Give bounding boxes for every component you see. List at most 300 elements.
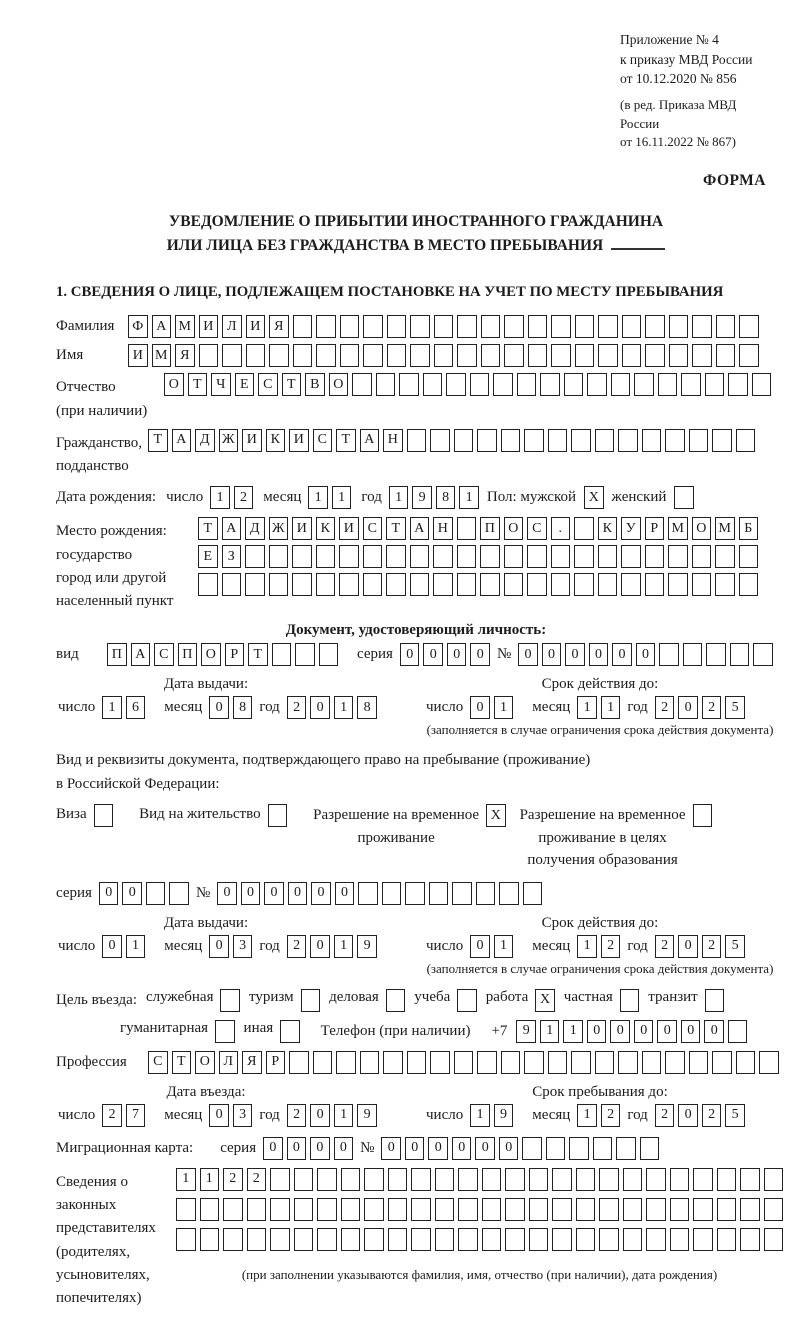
char-box[interactable]: 0 [217, 882, 237, 905]
char-box[interactable]: 1 [577, 1104, 597, 1127]
purpose-business-checkbox[interactable] [386, 989, 406, 1012]
char-box-empty[interactable] [593, 1137, 613, 1160]
char-box-empty[interactable] [269, 573, 289, 596]
char-box[interactable]: К [266, 429, 286, 452]
char-box-empty[interactable] [411, 1198, 431, 1221]
char-box[interactable]: 3 [233, 935, 253, 958]
char-box-empty[interactable] [223, 1228, 243, 1251]
char-box-empty[interactable] [457, 315, 477, 338]
char-box-empty[interactable] [681, 373, 701, 396]
char-box-empty[interactable] [692, 573, 712, 596]
char-box-empty[interactable] [764, 1228, 784, 1251]
char-box[interactable]: М [152, 344, 172, 367]
char-box-empty[interactable] [481, 315, 501, 338]
surname-input[interactable] [128, 315, 759, 338]
char-box-empty[interactable] [752, 373, 772, 396]
char-box[interactable]: А [131, 643, 151, 666]
char-box-empty[interactable] [595, 429, 615, 452]
entry-day-input[interactable] [102, 1104, 145, 1127]
char-box-empty[interactable] [548, 1051, 568, 1074]
char-box-empty[interactable] [659, 643, 679, 666]
char-box-empty[interactable] [482, 1228, 502, 1251]
char-box-empty[interactable] [481, 344, 501, 367]
char-box[interactable]: 0 [657, 1020, 677, 1043]
char-box-empty[interactable] [220, 989, 240, 1012]
char-box[interactable]: П [107, 643, 127, 666]
char-box-empty[interactable] [574, 545, 594, 568]
char-box-empty[interactable] [457, 545, 477, 568]
char-box[interactable]: 1 [563, 1020, 583, 1043]
char-box-empty[interactable] [618, 1051, 638, 1074]
char-box[interactable]: 1 [540, 1020, 560, 1043]
char-box[interactable]: 7 [126, 1104, 146, 1127]
char-box[interactable]: 0 [587, 1020, 607, 1043]
char-box[interactable]: А [152, 315, 172, 338]
char-box[interactable]: З [222, 545, 242, 568]
residence-series-input[interactable] [99, 882, 189, 905]
char-box-empty[interactable] [623, 1198, 643, 1221]
char-box-empty[interactable] [715, 573, 735, 596]
char-box-empty[interactable] [623, 1228, 643, 1251]
char-box-empty[interactable] [517, 373, 537, 396]
char-box[interactable]: 2 [287, 1104, 307, 1127]
char-box[interactable]: 9 [357, 935, 377, 958]
char-box-empty[interactable] [454, 1051, 474, 1074]
char-box-empty[interactable] [222, 573, 242, 596]
char-box-empty[interactable] [622, 344, 642, 367]
char-box[interactable]: О [201, 643, 221, 666]
char-box-empty[interactable] [382, 882, 402, 905]
char-box-empty[interactable] [668, 545, 688, 568]
stay-day-input[interactable] [470, 1104, 513, 1127]
char-box-empty[interactable] [454, 429, 474, 452]
char-box[interactable]: 0 [310, 935, 330, 958]
char-box-empty[interactable] [269, 344, 289, 367]
char-box-empty[interactable] [434, 344, 454, 367]
char-box[interactable]: Л [222, 315, 242, 338]
char-box[interactable]: 0 [310, 1137, 330, 1160]
char-box[interactable]: О [692, 517, 712, 540]
char-box-empty[interactable] [169, 882, 189, 905]
char-box[interactable]: 1 [210, 486, 230, 509]
char-box-empty[interactable] [523, 882, 543, 905]
char-box[interactable]: 6 [126, 696, 146, 719]
char-box[interactable]: 2 [287, 935, 307, 958]
char-box-empty[interactable] [645, 344, 665, 367]
char-box-empty[interactable] [341, 1228, 361, 1251]
char-box[interactable]: 0 [311, 882, 331, 905]
char-box[interactable]: Д [195, 429, 215, 452]
char-box-empty[interactable] [504, 573, 524, 596]
char-box-empty[interactable] [571, 429, 591, 452]
char-box[interactable]: П [480, 517, 500, 540]
identity-issue-year-input[interactable] [287, 696, 377, 719]
doc-kind-input[interactable] [107, 643, 338, 666]
sex-female-checkbox[interactable] [674, 486, 694, 509]
stay-year-input[interactable] [655, 1104, 745, 1127]
char-box-empty[interactable] [670, 1198, 690, 1221]
purpose-study-checkbox[interactable] [457, 989, 477, 1012]
char-box-empty[interactable] [247, 1228, 267, 1251]
char-box-empty[interactable] [387, 315, 407, 338]
char-box-empty[interactable] [363, 573, 383, 596]
char-box-empty[interactable] [736, 429, 756, 452]
char-box[interactable]: Р [645, 517, 665, 540]
char-box-empty[interactable] [574, 517, 594, 540]
identity-valid-day-input[interactable] [470, 696, 513, 719]
birth-place-row1-input[interactable] [198, 517, 758, 540]
char-box-empty[interactable] [446, 373, 466, 396]
char-box-empty[interactable] [269, 545, 289, 568]
residence-number-input[interactable] [217, 882, 542, 905]
char-box-empty[interactable] [423, 373, 443, 396]
char-box-empty[interactable] [599, 1228, 619, 1251]
char-box-empty[interactable] [618, 429, 638, 452]
char-box-empty[interactable] [501, 1051, 521, 1074]
char-box[interactable]: 0 [310, 1104, 330, 1127]
char-box-empty[interactable] [293, 344, 313, 367]
char-box-empty[interactable] [717, 1228, 737, 1251]
char-box[interactable]: Ч [211, 373, 231, 396]
char-box[interactable]: М [668, 517, 688, 540]
char-box-empty[interactable] [728, 373, 748, 396]
char-box[interactable]: Т [172, 1051, 192, 1074]
char-box-empty[interactable] [571, 1051, 591, 1074]
char-box-empty[interactable] [693, 804, 713, 827]
char-box-empty[interactable] [352, 373, 372, 396]
char-box-empty[interactable] [272, 643, 292, 666]
char-box-empty[interactable] [457, 989, 477, 1012]
char-box-empty[interactable] [504, 545, 524, 568]
char-box[interactable]: 0 [475, 1137, 495, 1160]
char-box-empty[interactable] [245, 545, 265, 568]
identity-valid-month-input[interactable] [577, 696, 620, 719]
char-box-empty[interactable] [458, 1198, 478, 1221]
char-box-empty[interactable] [504, 315, 524, 338]
char-box-empty[interactable] [470, 373, 490, 396]
char-box-empty[interactable] [524, 1051, 544, 1074]
char-box-empty[interactable] [222, 344, 242, 367]
char-box-empty[interactable] [634, 373, 654, 396]
char-box-empty[interactable] [388, 1228, 408, 1251]
char-box[interactable]: 1 [459, 486, 479, 509]
char-box[interactable]: 2 [655, 696, 675, 719]
char-box-empty[interactable] [552, 1228, 572, 1251]
char-box-empty[interactable] [674, 486, 694, 509]
char-box[interactable]: Н [383, 429, 403, 452]
char-box-empty[interactable] [316, 315, 336, 338]
char-box-empty[interactable] [693, 1228, 713, 1251]
char-box[interactable]: К [598, 517, 618, 540]
char-box-empty[interactable] [646, 1228, 666, 1251]
char-box-empty[interactable] [430, 1051, 450, 1074]
citizenship-input[interactable] [148, 429, 755, 452]
char-box-empty[interactable] [598, 545, 618, 568]
char-box[interactable]: О [195, 1051, 215, 1074]
char-box[interactable]: Ж [269, 517, 289, 540]
char-box-empty[interactable] [317, 1228, 337, 1251]
char-box-empty[interactable] [294, 1168, 314, 1191]
char-box-empty[interactable] [683, 643, 703, 666]
char-box-empty[interactable] [740, 1168, 760, 1191]
char-box-empty[interactable] [576, 1198, 596, 1221]
char-box[interactable]: 8 [233, 696, 253, 719]
char-box-empty[interactable] [528, 315, 548, 338]
char-box-empty[interactable] [527, 545, 547, 568]
char-box-empty[interactable] [340, 315, 360, 338]
char-box-empty[interactable] [399, 373, 419, 396]
char-box-empty[interactable] [482, 1198, 502, 1221]
char-box-empty[interactable] [388, 1198, 408, 1221]
char-box[interactable]: И [242, 429, 262, 452]
char-box-empty[interactable] [363, 315, 383, 338]
char-box-empty[interactable] [319, 643, 339, 666]
char-box-empty[interactable] [388, 1168, 408, 1191]
char-box[interactable]: С [258, 373, 278, 396]
char-box-empty[interactable] [505, 1198, 525, 1221]
residence-valid-day-input[interactable] [470, 935, 513, 958]
char-box[interactable]: 0 [542, 643, 562, 666]
char-box[interactable]: 1 [389, 486, 409, 509]
char-box-empty[interactable] [246, 344, 266, 367]
char-box-empty[interactable] [360, 1051, 380, 1074]
char-box[interactable]: 5 [725, 696, 745, 719]
char-box[interactable]: Ф [128, 315, 148, 338]
char-box-empty[interactable] [364, 1168, 384, 1191]
phone-input[interactable] [516, 1020, 747, 1043]
char-box-empty[interactable] [622, 315, 642, 338]
char-box-empty[interactable] [270, 1198, 290, 1221]
char-box[interactable]: И [199, 315, 219, 338]
purpose-tourism-checkbox[interactable] [301, 989, 321, 1012]
profession-input[interactable] [148, 1051, 779, 1074]
sex-male-checkbox[interactable] [584, 486, 604, 509]
char-box-empty[interactable] [552, 1168, 572, 1191]
char-box[interactable]: 0 [470, 643, 490, 666]
char-box-empty[interactable] [692, 545, 712, 568]
char-box[interactable]: X [584, 486, 604, 509]
char-box-empty[interactable] [293, 315, 313, 338]
char-box-empty[interactable] [200, 1198, 220, 1221]
char-box[interactable]: 1 [494, 935, 514, 958]
char-box[interactable]: 0 [470, 935, 490, 958]
char-box-empty[interactable] [452, 882, 472, 905]
char-box-empty[interactable] [386, 989, 406, 1012]
char-box-empty[interactable] [706, 643, 726, 666]
char-box-empty[interactable] [505, 1168, 525, 1191]
identity-issue-day-input[interactable] [102, 696, 145, 719]
char-box-empty[interactable] [476, 882, 496, 905]
char-box[interactable]: 1 [577, 696, 597, 719]
char-box-empty[interactable] [433, 545, 453, 568]
char-box[interactable]: 0 [310, 696, 330, 719]
residence-permit-checkbox[interactable] [268, 804, 288, 827]
char-box-empty[interactable] [336, 1051, 356, 1074]
char-box-empty[interactable] [740, 1228, 760, 1251]
char-box-empty[interactable] [551, 573, 571, 596]
char-box-empty[interactable] [477, 1051, 497, 1074]
visa-checkbox[interactable] [94, 804, 114, 827]
char-box[interactable]: 2 [655, 1104, 675, 1127]
char-box[interactable]: 1 [577, 935, 597, 958]
char-box-empty[interactable] [669, 315, 689, 338]
char-box-empty[interactable] [410, 344, 430, 367]
char-box-empty[interactable] [692, 344, 712, 367]
char-box-empty[interactable] [551, 545, 571, 568]
purpose-official-checkbox[interactable] [220, 989, 240, 1012]
char-box-empty[interactable] [764, 1168, 784, 1191]
char-box-empty[interactable] [646, 1168, 666, 1191]
char-box[interactable]: 0 [334, 1137, 354, 1160]
char-box-empty[interactable] [753, 643, 773, 666]
char-box-empty[interactable] [270, 1168, 290, 1191]
char-box-empty[interactable] [739, 315, 759, 338]
char-box[interactable]: Я [269, 315, 289, 338]
char-box-empty[interactable] [528, 344, 548, 367]
char-box[interactable]: П [178, 643, 198, 666]
char-box-empty[interactable] [665, 429, 685, 452]
char-box[interactable]: 2 [655, 935, 675, 958]
purpose-work-checkbox[interactable] [535, 989, 555, 1012]
birth-place-row3-input[interactable] [198, 573, 758, 596]
char-box-empty[interactable] [247, 1198, 267, 1221]
char-box[interactable]: 0 [264, 882, 284, 905]
char-box[interactable]: Ж [219, 429, 239, 452]
char-box-empty[interactable] [640, 1137, 660, 1160]
char-box-empty[interactable] [376, 373, 396, 396]
purpose-humanitarian-checkbox[interactable] [215, 1020, 235, 1043]
char-box[interactable]: 0 [678, 1104, 698, 1127]
char-box-empty[interactable] [540, 373, 560, 396]
char-box[interactable]: С [363, 517, 383, 540]
char-box[interactable]: 0 [428, 1137, 448, 1160]
doc-number-input[interactable] [518, 643, 773, 666]
char-box-empty[interactable] [621, 573, 641, 596]
char-box-empty[interactable] [527, 573, 547, 596]
char-box[interactable]: С [313, 429, 333, 452]
char-box[interactable]: Я [242, 1051, 262, 1074]
char-box-empty[interactable] [493, 373, 513, 396]
char-box-empty[interactable] [295, 643, 315, 666]
char-box[interactable]: 1 [200, 1168, 220, 1191]
char-box[interactable]: 1 [332, 486, 352, 509]
char-box[interactable]: Т [336, 429, 356, 452]
char-box-empty[interactable] [575, 315, 595, 338]
char-box-empty[interactable] [598, 315, 618, 338]
char-box-empty[interactable] [176, 1228, 196, 1251]
char-box-empty[interactable] [411, 1168, 431, 1191]
char-box-empty[interactable] [294, 1198, 314, 1221]
char-box-empty[interactable] [363, 344, 383, 367]
char-box-empty[interactable] [316, 545, 336, 568]
char-box[interactable]: 1 [308, 486, 328, 509]
char-box-empty[interactable] [386, 573, 406, 596]
char-box-empty[interactable] [665, 1051, 685, 1074]
char-box[interactable]: Т [198, 517, 218, 540]
char-box[interactable]: О [504, 517, 524, 540]
char-box-empty[interactable] [716, 344, 736, 367]
char-box-empty[interactable] [598, 344, 618, 367]
char-box-empty[interactable] [670, 1168, 690, 1191]
char-box[interactable]: 2 [102, 1104, 122, 1127]
char-box-empty[interactable] [529, 1228, 549, 1251]
char-box-empty[interactable] [339, 545, 359, 568]
char-box[interactable]: 1 [494, 696, 514, 719]
char-box[interactable]: 0 [122, 882, 142, 905]
char-box[interactable]: 0 [565, 643, 585, 666]
char-box-empty[interactable] [407, 1051, 427, 1074]
stay-month-input[interactable] [577, 1104, 620, 1127]
char-box[interactable]: В [305, 373, 325, 396]
char-box[interactable]: 5 [725, 1104, 745, 1127]
char-box[interactable]: О [329, 373, 349, 396]
char-box-empty[interactable] [616, 1137, 636, 1160]
char-box-empty[interactable] [199, 344, 219, 367]
char-box-empty[interactable] [200, 1228, 220, 1251]
char-box-empty[interactable] [611, 373, 631, 396]
patronymic-input[interactable] [164, 373, 771, 396]
char-box[interactable]: А [222, 517, 242, 540]
char-box[interactable]: 0 [335, 882, 355, 905]
char-box-empty[interactable] [730, 643, 750, 666]
char-box-empty[interactable] [551, 344, 571, 367]
char-box-empty[interactable] [435, 1228, 455, 1251]
residence-valid-year-input[interactable] [655, 935, 745, 958]
char-box[interactable]: 0 [612, 643, 632, 666]
char-box[interactable]: X [486, 804, 506, 827]
char-box-empty[interactable] [551, 315, 571, 338]
char-box[interactable]: 0 [636, 643, 656, 666]
representatives-row2-input[interactable] [176, 1198, 783, 1221]
char-box-empty[interactable] [363, 545, 383, 568]
char-box-empty[interactable] [364, 1198, 384, 1221]
residence-issue-month-input[interactable] [209, 935, 252, 958]
char-box-empty[interactable] [429, 882, 449, 905]
char-box-empty[interactable] [386, 545, 406, 568]
char-box-empty[interactable] [669, 344, 689, 367]
char-box-empty[interactable] [457, 573, 477, 596]
char-box-empty[interactable] [717, 1198, 737, 1221]
char-box-empty[interactable] [480, 573, 500, 596]
residence-issue-day-input[interactable] [102, 935, 145, 958]
char-box[interactable]: А [172, 429, 192, 452]
char-box-empty[interactable] [736, 1051, 756, 1074]
char-box[interactable]: 0 [589, 643, 609, 666]
char-box[interactable]: 0 [102, 935, 122, 958]
char-box-empty[interactable] [739, 545, 759, 568]
char-box-empty[interactable] [458, 1168, 478, 1191]
char-box[interactable]: И [289, 429, 309, 452]
char-box[interactable]: 0 [499, 1137, 519, 1160]
migration-number-input[interactable] [381, 1137, 659, 1160]
char-box-empty[interactable] [717, 1168, 737, 1191]
char-box[interactable]: 1 [334, 1104, 354, 1127]
char-box-empty[interactable] [564, 373, 584, 396]
char-box-empty[interactable] [598, 573, 618, 596]
char-box-empty[interactable] [574, 573, 594, 596]
char-box[interactable]: 1 [470, 1104, 490, 1127]
char-box-empty[interactable] [301, 989, 321, 1012]
char-box-empty[interactable] [410, 545, 430, 568]
char-box-empty[interactable] [705, 373, 725, 396]
char-box[interactable]: Я [175, 344, 195, 367]
char-box[interactable]: Б [739, 517, 759, 540]
char-box[interactable]: Л [219, 1051, 239, 1074]
char-box-empty[interactable] [712, 429, 732, 452]
char-box[interactable]: И [292, 517, 312, 540]
char-box-empty[interactable] [292, 545, 312, 568]
char-box[interactable]: 9 [357, 1104, 377, 1127]
